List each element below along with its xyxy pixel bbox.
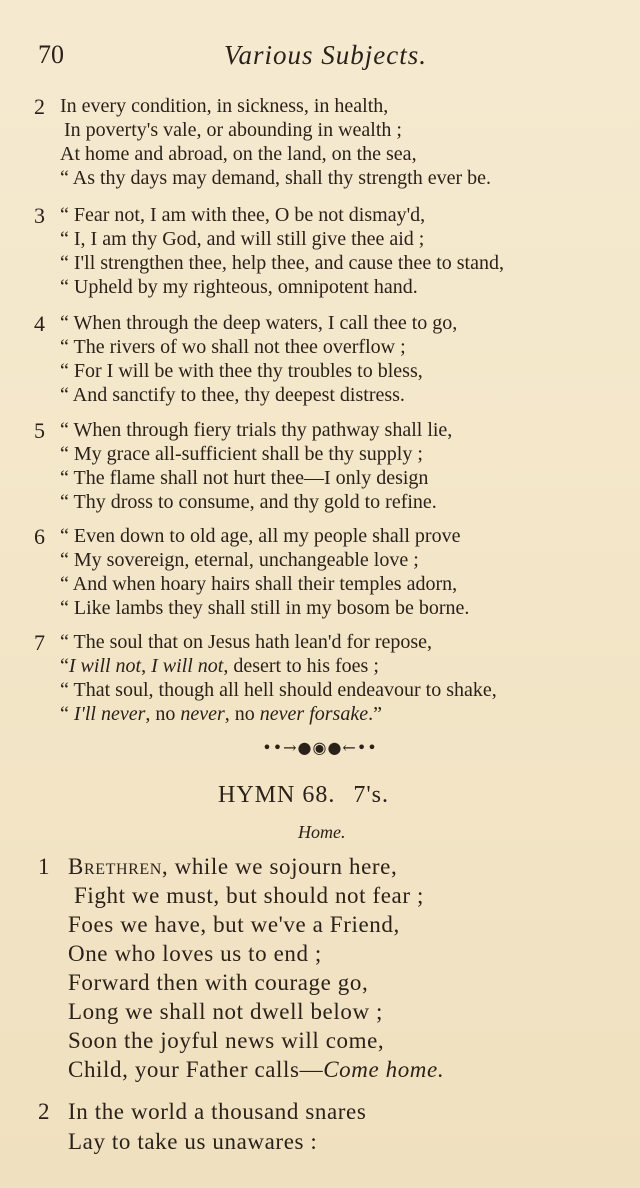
- verse-line: Soon the joyful news will come,: [68, 1028, 385, 1053]
- line-text: , no: [224, 703, 260, 725]
- running-head: Various Subjects.: [224, 40, 427, 70]
- verse-line: In the world a thousand snares: [68, 1099, 367, 1124]
- italic-phrase: Come home.: [323, 1057, 445, 1082]
- verse-line: Lay to take us unawares :: [68, 1129, 318, 1154]
- stanza-line: “ That soul, though all hell should endeavour to shake,: [60, 679, 497, 701]
- stanza-line: In every condition, in sickness, in health,: [60, 95, 389, 117]
- italic-phrase: never: [180, 703, 225, 725]
- stanza-line-mixed: [60, 702, 382, 726]
- stanza-line: “ Even down to old age, all my people shall prove: [60, 525, 461, 547]
- verse-line: Fight we must, but should not fear ;: [74, 883, 424, 908]
- stanza-line: “ The soul that on Jesus hath lean'd for repose,: [60, 631, 433, 653]
- stanza-line: “ Fear not, I am with thee, O be not dismay'd,: [60, 204, 426, 226]
- line-text: , while we sojourn here,: [161, 854, 398, 879]
- hymn-title: [218, 782, 389, 809]
- quote-mark: .”: [368, 703, 382, 725]
- ornament-divider: ••→●◉●←••: [262, 738, 378, 757]
- verse-line: Long we shall not dwell below ;: [68, 999, 383, 1024]
- stanza-line: “ Upheld by my righteous, omnipotent hand.: [60, 276, 418, 298]
- hymn-meter: 7's.: [353, 782, 390, 808]
- stanza-line: “ I'll strengthen thee, help thee, and cause thee to stand,: [60, 252, 504, 274]
- italic-phrase: I will not: [151, 655, 224, 677]
- stanza-line: “ When through the deep waters, I call thee to go,: [60, 312, 458, 334]
- stanza-line: “ And when hoary hairs shall their temples adorn,: [60, 573, 458, 595]
- stanza-number: 4: [34, 311, 45, 336]
- italic-phrase: I will not: [68, 655, 142, 677]
- line-text: Child, your Father calls—: [68, 1057, 324, 1082]
- stanza-line: In poverty's vale, or abounding in wealth ;: [64, 119, 402, 141]
- stanza-line: “ The flame shall not hurt thee—I only design: [60, 467, 429, 489]
- separator: ,: [141, 655, 152, 677]
- stanza-line: “ The rivers of wo shall not thee overflow ;: [60, 336, 406, 358]
- verse-line: Forward then with courage go,: [68, 970, 369, 995]
- stanza-number: 5: [34, 418, 45, 443]
- stanza-line: “ When through fiery trials thy pathway shall lie,: [60, 419, 453, 441]
- stanza-line: “ And sanctify to thee, thy deepest distress.: [60, 384, 405, 406]
- quote-mark: “: [60, 655, 69, 677]
- stanza-line-mixed: [60, 654, 379, 678]
- stanza-number: 7: [34, 630, 45, 655]
- stanza-line: “ My sovereign, eternal, unchangeable love ;: [60, 549, 419, 571]
- stanza-line: “ Thy dross to consume, and thy gold to refine.: [60, 491, 437, 513]
- line-text: , desert to his foes ;: [223, 655, 379, 677]
- page-number: 70: [38, 40, 64, 69]
- stanza-line: “ As thy days may demand, shall thy strength ever be.: [60, 167, 492, 189]
- verse-number: 2: [38, 1099, 51, 1124]
- stanza-number: 6: [34, 524, 45, 549]
- stanza-line: “ For I will be with thee thy troubles to bless,: [60, 360, 423, 382]
- verse-line: [68, 1057, 444, 1083]
- verse-line: [68, 854, 397, 880]
- italic-phrase: never forsake: [259, 703, 369, 725]
- quote-mark: “: [60, 703, 74, 725]
- page-header: [38, 40, 438, 80]
- verse-line: One who loves us to end ;: [68, 941, 322, 966]
- line-text: , no: [145, 703, 181, 725]
- stanza-number: 2: [34, 94, 45, 119]
- italic-phrase: I'll never: [73, 703, 146, 725]
- first-word: Brethren: [68, 854, 162, 879]
- stanza-line: “ My grace all-sufficient shall be thy supply ;: [60, 443, 423, 465]
- stanza-line: At home and abroad, on the land, on the sea,: [60, 143, 417, 165]
- stanza-number: 3: [34, 203, 45, 228]
- stanza-line: “ Like lambs they shall still in my bosom be borne.: [60, 597, 470, 619]
- hymn-subtitle: Home.: [298, 822, 346, 842]
- stanza-line: “ I, I am thy God, and will still give thee aid ;: [60, 228, 425, 250]
- verse-number: 1: [38, 854, 51, 879]
- verse-line: Foes we have, but we've a Friend,: [68, 912, 400, 937]
- hymn-number: HYMN 68.: [218, 782, 336, 808]
